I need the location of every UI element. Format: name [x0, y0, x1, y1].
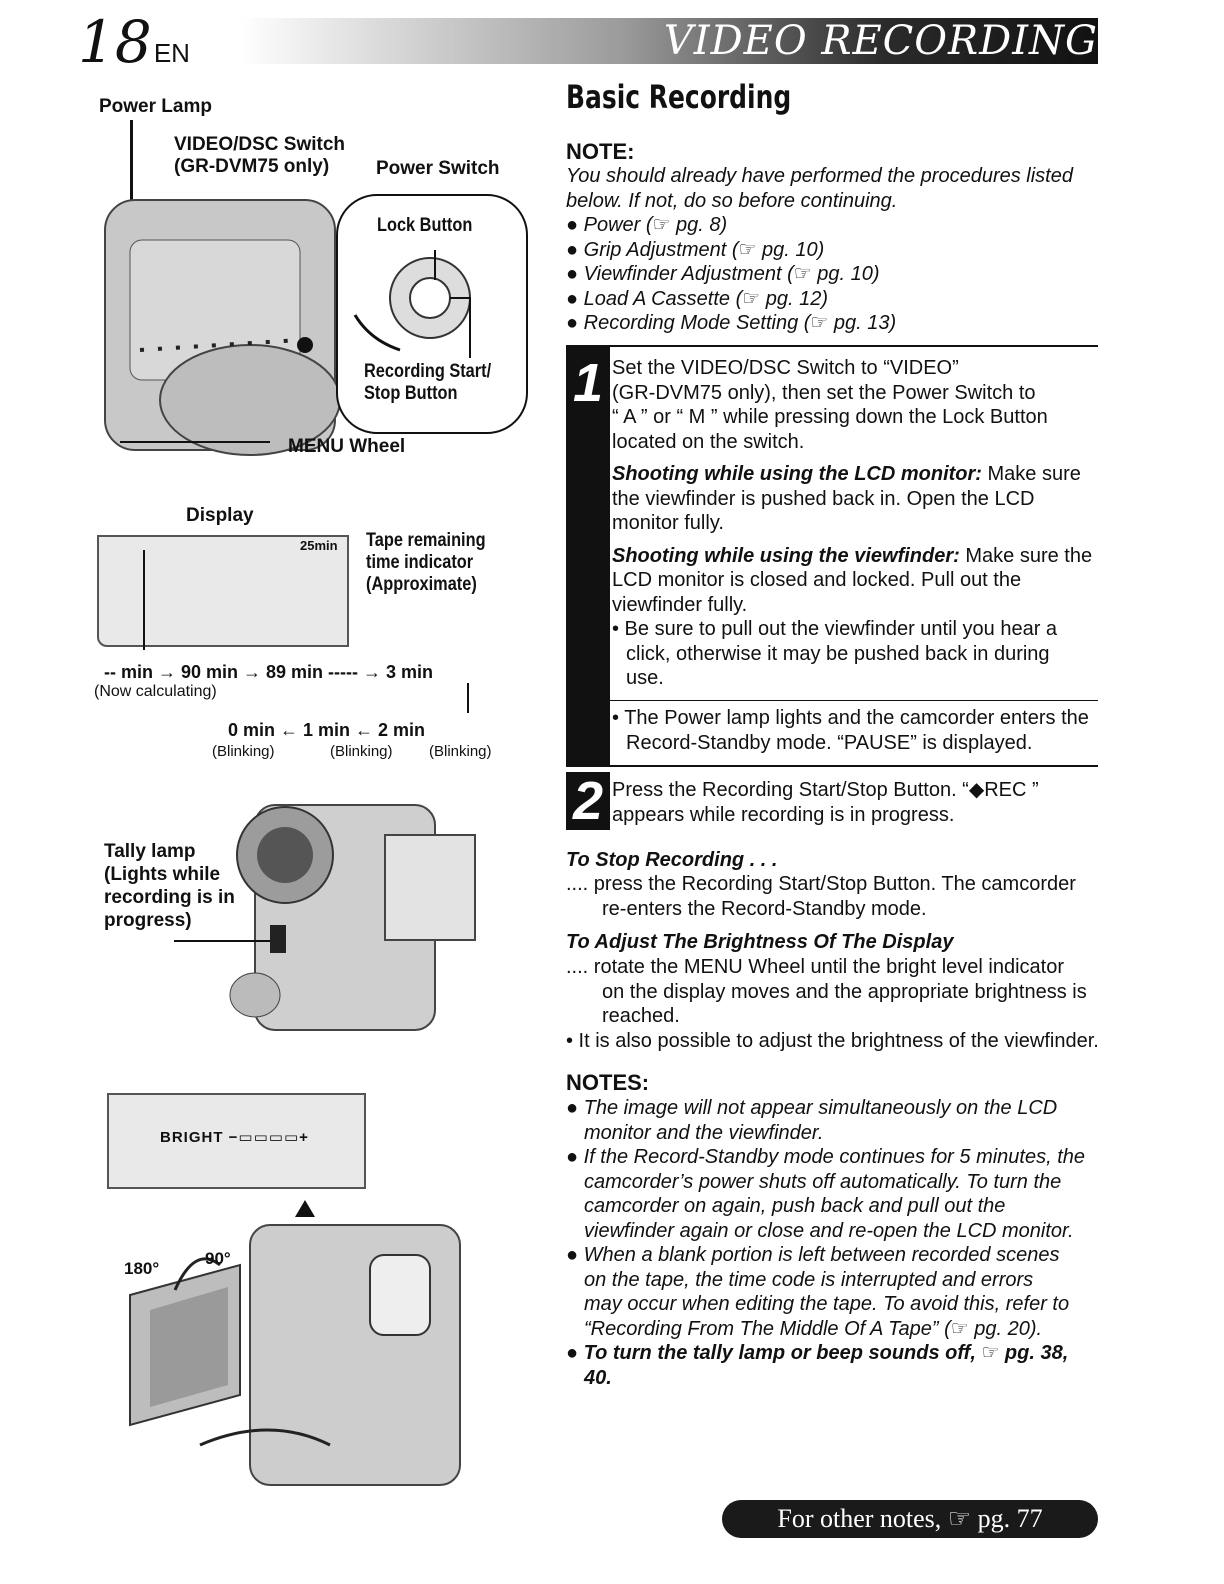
page-number: 18EN	[78, 8, 190, 76]
notes-list: ● The image will not appear simultaneously on the LCD monitor and the viewfinder. ● If the Record-Standby mode continues for 5 minutes, the camcorder’s power shuts off automatically. To turn the camcorder on again, push back and pull out the viewfinder again or close and re-open the LCD monitor. ● When a blank portion is left between recorded scenes on the tape, the time code is interrupted and errors may occur when editing the tape. To avoid this, refer to “Recording From The Middle Of A Tape” (☞ pg. 20). ● To turn the tally lamp or beep sounds off, ☞ pg. 38, 40.	[566, 1096, 1098, 1390]
video-dsc-label: VIDEO/DSC Switch (GR-DVM75 only)	[174, 134, 346, 177]
rotation-90-label: 90°	[205, 1249, 231, 1268]
note-intro: You should already have performed the procedures listed below. If not, do so before continuing.	[566, 165, 1073, 212]
power-lamp-label: Power Lamp	[99, 96, 212, 117]
blinking-3: (Blinking)	[429, 743, 492, 760]
list-item: ● Grip Adjustment (☞ pg. 10)	[566, 238, 825, 261]
lock-button-label: Lock Button	[377, 215, 473, 236]
list-item: ● When a blank portion is left between recorded scenes	[566, 1244, 1060, 1266]
display-pointer	[143, 550, 145, 650]
camcorder-lcd-illustration	[120, 1195, 480, 1490]
list-item: ● Viewfinder Adjustment (☞ pg. 10)	[566, 263, 880, 285]
rec-button-label: Recording Start/ Stop Button	[364, 361, 492, 404]
tally-lamp-label: Tally lamp (Lights while recording is in progress)	[104, 841, 235, 931]
brightness-text: .... rotate the MENU Wheel until the bright level indicator on the display moves and the appropriate brightness is reached. • It is also possible to adjust the brightness of the viewfinder.	[566, 956, 1099, 1052]
step1-number: 1	[566, 352, 610, 414]
prereq-list	[566, 213, 896, 336]
notes-heading: NOTES:	[566, 1070, 650, 1095]
footer-note: For other notes, ☞ pg. 77	[722, 1500, 1098, 1538]
note-heading: NOTE:	[566, 139, 635, 164]
step1-result: • The Power lamp lights and the camcorder enters the Record-Standby mode. “PAUSE” is displayed.	[612, 707, 1089, 754]
section-title: Basic Recording	[566, 78, 792, 116]
menu-wheel-label: MENU Wheel	[288, 436, 406, 457]
camcorder-front-illustration	[215, 775, 485, 1035]
list-item: ● To turn the tally lamp or beep sounds off, ☞ pg. 38,	[566, 1342, 1069, 1364]
power-switch-label: Power Switch	[376, 158, 500, 179]
lang-code: EN	[153, 38, 190, 68]
section-header-title: VIDEO RECORDING	[663, 18, 1098, 64]
countdown-sequence-1: -- min → 90 min → 89 min ----- → 3 min	[104, 662, 434, 682]
display-readout: 25min	[300, 538, 338, 553]
list-item: ● If the Record-Standby mode continues for 5 minutes, the	[566, 1146, 1086, 1168]
step1-divider	[610, 700, 1098, 701]
stop-heading: To Stop Recording . . .	[566, 849, 778, 871]
list-item: ● Recording Mode Setting (☞ pg. 13)	[566, 312, 897, 334]
bright-indicator: BRIGHT −▭▭▭▭+	[160, 1129, 309, 1146]
blinking-2: (Blinking)	[330, 743, 393, 760]
list-item: ● Power (☞ pg. 8)	[566, 214, 728, 236]
blinking-1: (Blinking)	[212, 743, 275, 760]
list-item: ● The image will not appear simultaneously on the LCD	[566, 1097, 1058, 1119]
display-label: Display	[186, 505, 254, 526]
tape-remaining-label: Tape remaining time indicator (Approximate)	[366, 530, 486, 595]
step1-top-rule	[610, 345, 1098, 347]
stop-text: .... press the Recording Start/Stop Button. The camcorder re-enters the Record-Standby mode.	[566, 873, 1076, 920]
list-item: ● Load A Cassette (☞ pg. 12)	[566, 287, 828, 310]
countdown-sequence-2: 0 min ← 1 min ← 2 min	[228, 720, 426, 740]
step1-text: Set the VIDEO/DSC Switch to “VIDEO” (GR-DVM75 only), then set the Power Switch to “ A ” or “ M ” while pressing down the Lock Button located on the switch. Shooting while using the LCD monitor: Make sure the viewfinder is pushed back in. Open the LCD monitor fully. Shooting while using the viewfinder: Make sure the LCD monitor is closed and locked. Pull out the viewfinder fully. • Be sure to pull out the viewfinder until you hear a click, otherwise it may be pushed back in during use.	[612, 357, 1093, 689]
tally-pointer	[174, 940, 270, 942]
sequence-arrow	[467, 683, 469, 713]
brightness-heading: To Adjust The Brightness Of The Display	[566, 931, 954, 953]
rotation-180-label: 180°	[124, 1259, 160, 1278]
step2-text: Press the Recording Start/Stop Button. “◆REC ” appears while recording is in progress.	[612, 779, 1039, 826]
now-calculating: (Now calculating)	[94, 683, 217, 700]
step2-number: 2	[566, 772, 610, 830]
step2-top-rule	[566, 765, 1098, 767]
